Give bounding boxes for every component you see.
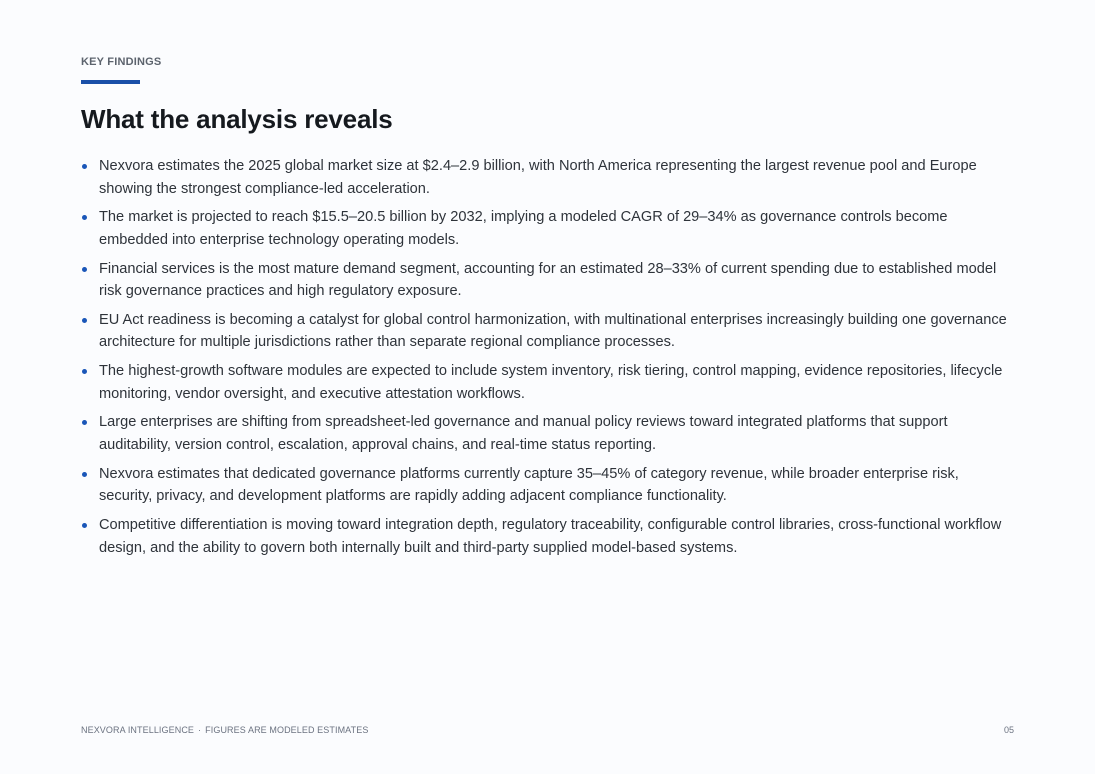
finding-item	[81, 206, 1011, 251]
page-title: What the analysis reveals	[81, 104, 393, 134]
bullet-icon	[82, 267, 87, 272]
finding-item	[81, 360, 1011, 405]
bullet-icon	[82, 472, 87, 477]
findings-list	[81, 155, 1011, 565]
accent-bar	[81, 80, 140, 84]
finding-item	[81, 155, 1011, 200]
finding-item	[81, 463, 1011, 508]
finding-text: Nexvora estimates the 2025 global market size at $2.4–2.9 billion, with North America representing the largest revenue pool and Europe showing the strongest compliance-led acceleration.	[99, 158, 977, 197]
slide-page	[81, 0, 1014, 774]
finding-text: The highest-growth software modules are expected to include system inventory, risk tiering, control mapping, evidence repositories, lifecycle monitoring, vendor oversight, and executive attestation workflows.	[99, 363, 1003, 402]
bullet-icon	[82, 523, 87, 528]
footer-note: FIGURES ARE MODELED ESTIMATES	[205, 725, 369, 735]
bullet-icon	[82, 420, 87, 425]
finding-item	[81, 258, 1011, 303]
bullet-icon	[82, 318, 87, 323]
finding-text: EU Act readiness is becoming a catalyst for global control harmonization, with multinational enterprises increasingly building one governance architecture for multiple jurisdictions rather than separate regional compliance processes.	[99, 311, 1007, 351]
footer-brand: NEXVORA INTELLIGENCE	[81, 725, 195, 735]
bullet-icon	[82, 164, 87, 169]
footer-separator: ·	[198, 725, 202, 735]
finding-item	[81, 309, 1011, 354]
bullet-icon	[82, 369, 87, 374]
finding-text: Nexvora estimates that dedicated governance platforms currently capture 35–45% of category revenue, while broader enterprise risk, security, privacy, and development platforms are rapidly adding adjacent compliance functionality.	[99, 465, 959, 505]
section-eyebrow: KEY FINDINGS	[81, 56, 162, 68]
page-number: 05	[1003, 725, 1014, 735]
finding-item	[81, 514, 1011, 559]
bullet-icon	[82, 215, 87, 220]
finding-text: Competitive differentiation is moving toward integration depth, regulatory traceability, configurable control libraries, cross-functional workflow design, and the ability to govern both internally built and third-party supplied model-based systems.	[99, 517, 1002, 556]
finding-item	[81, 411, 1011, 456]
finding-text: Large enterprises are shifting from spreadsheet-led governance and manual policy reviews toward integrated platforms that support auditability, version control, escalation, approval chains, and real-time status reporting.	[99, 414, 948, 453]
finding-text: Financial services is the most mature demand segment, accounting for an estimated 28–33% of current spending due to established model risk governance practices and high regulatory exposure.	[99, 260, 997, 300]
footer-source	[81, 725, 368, 735]
finding-text: The market is projected to reach $15.5–20.5 billion by 2032, implying a modeled CAGR of 29–34% as governance controls become embedded into enterprise technology operating models.	[99, 209, 948, 248]
